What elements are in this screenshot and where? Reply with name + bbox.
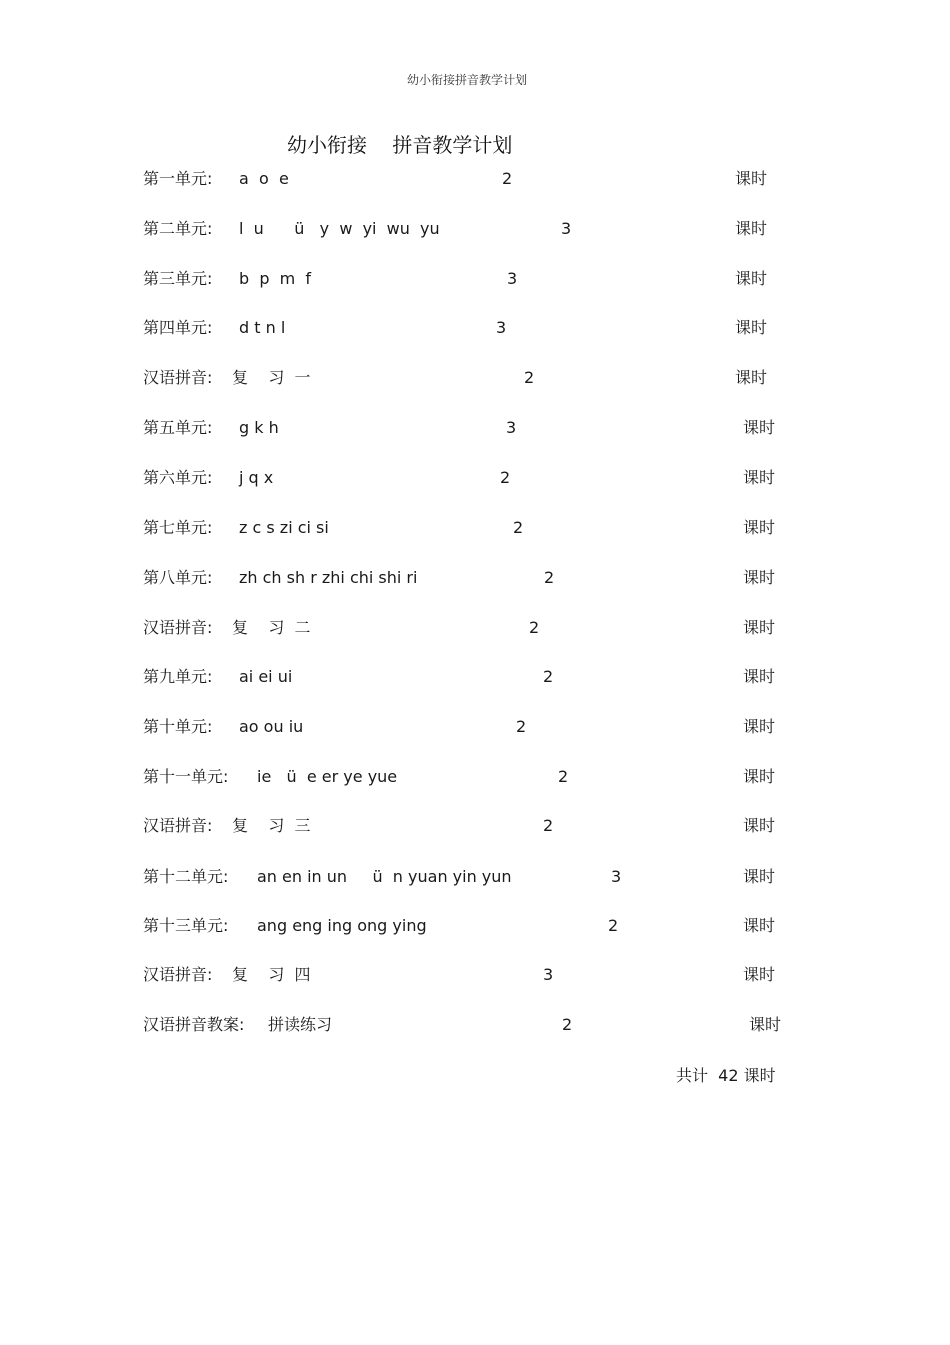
hours-label: 课时 — [743, 916, 776, 935]
hours-label: 课时 — [743, 418, 776, 437]
hours-label: 课时 — [735, 318, 768, 337]
unit-label: 第六单元: — [143, 468, 213, 487]
hours-label: 课时 — [743, 568, 776, 587]
unit-content: 复 习 四 — [232, 965, 311, 984]
hours-label: 课时 — [743, 717, 776, 736]
hours-label: 课时 — [743, 618, 776, 637]
lesson-hours: 2 — [502, 169, 513, 188]
lesson-hours: 2 — [529, 618, 540, 637]
hours-label: 课时 — [743, 667, 776, 686]
hours-label: 课时 — [749, 1015, 782, 1034]
unit-label: 汉语拼音教案: — [143, 1015, 245, 1034]
unit-label: 汉语拼音: — [143, 618, 213, 637]
unit-label: 第四单元: — [143, 318, 213, 337]
unit-content: g k h — [239, 418, 279, 437]
lesson-hours: 3 — [611, 867, 622, 886]
unit-content: l u ü y w yi wu yu — [239, 219, 440, 238]
list-item — [0, 865, 950, 889]
lesson-hours: 2 — [500, 468, 511, 487]
unit-content: ie ü e er ye yue — [257, 767, 398, 786]
running-header: 幼小衔接拼音教学计划 — [406, 73, 527, 87]
unit-content: 拼读练习 — [268, 1015, 333, 1034]
unit-label: 第九单元: — [143, 667, 213, 686]
list-item — [0, 616, 950, 640]
unit-content: ang eng ing ong ying — [257, 916, 427, 935]
unit-label: 第十单元: — [143, 717, 213, 736]
hours-label: 课时 — [735, 169, 768, 188]
hours-label: 课时 — [743, 468, 776, 487]
list-item — [0, 167, 950, 191]
unit-content: a o e — [239, 169, 289, 188]
lesson-hours: 3 — [507, 269, 518, 288]
unit-content: 复 习 三 — [232, 816, 311, 835]
lesson-hours: 3 — [496, 318, 507, 337]
list-item — [0, 1013, 950, 1037]
lesson-hours: 3 — [561, 219, 572, 238]
lesson-hours: 2 — [543, 816, 554, 835]
lesson-hours: 2 — [516, 717, 527, 736]
list-item — [0, 267, 950, 291]
list-item — [0, 715, 950, 739]
hours-label: 课时 — [735, 219, 768, 238]
list-item — [0, 466, 950, 490]
unit-label: 第十二单元: — [143, 867, 229, 886]
hours-label: 课时 — [735, 368, 768, 387]
lesson-hours: 2 — [544, 568, 555, 587]
lesson-hours: 2 — [543, 667, 554, 686]
list-item — [0, 366, 950, 390]
unit-content: 复 习 一 — [232, 368, 311, 387]
unit-label: 第十三单元: — [143, 916, 229, 935]
hours-label: 课时 — [743, 518, 776, 537]
lesson-hours: 2 — [562, 1015, 573, 1034]
unit-label: 汉语拼音: — [143, 368, 213, 387]
list-item — [0, 416, 950, 440]
list-item — [0, 963, 950, 987]
list-item — [0, 765, 950, 789]
hours-label: 课时 — [743, 965, 776, 984]
unit-content: 复 习 二 — [232, 618, 311, 637]
lesson-hours: 2 — [513, 518, 524, 537]
list-item — [0, 316, 950, 340]
lesson-hours: 2 — [524, 368, 535, 387]
list-item — [0, 516, 950, 540]
unit-label: 第十一单元: — [143, 767, 229, 786]
unit-content: an en in un ü n yuan yin yun — [257, 867, 512, 886]
list-item — [0, 217, 950, 241]
list-item — [0, 566, 950, 590]
lesson-hours: 3 — [543, 965, 554, 984]
unit-content: z c s zi ci si — [239, 518, 329, 537]
unit-label: 第七单元: — [143, 518, 213, 537]
unit-content: ao ou iu — [239, 717, 304, 736]
unit-label: 汉语拼音: — [143, 965, 213, 984]
lesson-hours: 2 — [558, 767, 569, 786]
hours-label: 课时 — [743, 767, 776, 786]
unit-content: j q x — [239, 468, 274, 487]
list-item — [0, 914, 950, 938]
unit-content: b p m f — [239, 269, 312, 288]
lesson-hours: 2 — [608, 916, 619, 935]
unit-label: 汉语拼音: — [143, 816, 213, 835]
list-item — [0, 665, 950, 689]
lesson-hours: 3 — [506, 418, 517, 437]
hours-label: 课时 — [743, 816, 776, 835]
unit-label: 第三单元: — [143, 269, 213, 288]
unit-label: 第二单元: — [143, 219, 213, 238]
unit-label: 第一单元: — [143, 169, 213, 188]
hours-label: 课时 — [743, 867, 776, 886]
document-title: 幼小衔接 拼音教学计划 — [287, 133, 513, 157]
list-item — [0, 814, 950, 838]
unit-content: zh ch sh r zhi chi shi ri — [239, 568, 418, 587]
unit-label: 第八单元: — [143, 568, 213, 587]
hours-label: 课时 — [735, 269, 768, 288]
unit-content: ai ei ui — [239, 667, 293, 686]
unit-label: 第五单元: — [143, 418, 213, 437]
unit-content: d t n l — [239, 318, 286, 337]
total-hours: 共计 42 课时 — [676, 1066, 776, 1085]
